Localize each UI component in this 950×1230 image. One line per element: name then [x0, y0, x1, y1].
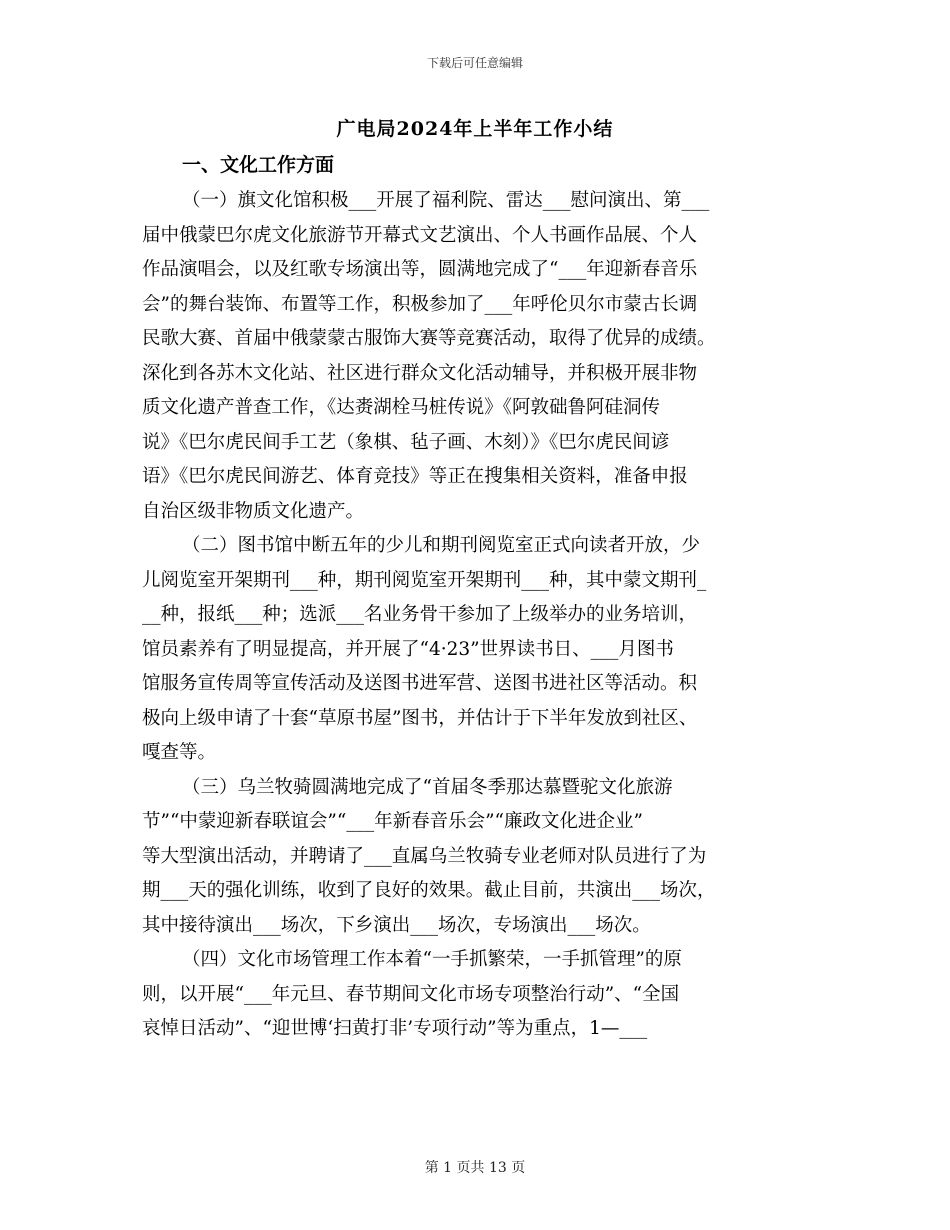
- text-line: 儿阅览室开架期刊___种，期刊阅览室开架期刊___种，其中蒙文期刊_: [142, 569, 707, 591]
- text-line: 其中接待演出___场次，下乡演出___场次，专场演出___场次。: [142, 914, 651, 936]
- text-line: 自治区级非物质文化遗产。: [142, 500, 365, 522]
- text-line: （一）旗文化馆积极___开展了福利院、雷达___慰问演出、第___: [182, 190, 710, 211]
- text-line: 馆员素养有了明显提高，并开展了“4·23”世界读书日、___月图书: [142, 638, 674, 660]
- text-line: （三）乌兰牧骑圆满地完成了“首届冬季那达慕暨驼文化旅游: [182, 776, 673, 798]
- text-line: 期___天的强化训练，收到了良好的效果。截止目前，共演出___场次，: [142, 880, 716, 901]
- text-line: 作品演唱会，以及红歌专场演出等，圆满地完成了“___年迎新春音乐: [142, 259, 698, 280]
- document-body: [142, 184, 810, 1047]
- page-footer: 第 1 页共 13 页: [424, 1160, 526, 1176]
- paragraph-4: [142, 943, 810, 1047]
- text-line: 说》《巴尔虎民间手工艺（象棋、毡子画、木刻）》《巴尔虎民间谚: [142, 431, 670, 453]
- text-line: 馆服务宣传周等宣传活动及送图书进军营、送图书进社区等活动。积: [142, 673, 698, 694]
- page-header: 下载后可任意编辑: [426, 56, 523, 70]
- text-line: 极向上级申请了十套“草原书屋”图书，并估计于下半年发放到社区、: [142, 707, 698, 729]
- text-line: （二）图书馆中断五年的少儿和期刊阅览室正式向读者开放，少: [182, 535, 701, 556]
- paragraph-1: [142, 184, 810, 529]
- text-line: 等大型演出活动，并聘请了___直属乌兰牧骑专业老师对队员进行了为: [142, 845, 707, 867]
- text-line: 节”“中蒙迎新春联谊会”“___年新春音乐会”“廉政文化进企业”: [142, 811, 643, 832]
- paragraph-3: [142, 771, 810, 944]
- paragraph-2: [142, 529, 810, 771]
- text-line: 会”的舞台装饰、布置等工作，积极参加了___年呼伦贝尔市蒙古长调: [142, 293, 698, 315]
- text-line: 则，以开展“___年元旦、春节期间文化市场专项整治行动”、“全国: [142, 983, 680, 1005]
- section-heading: 一、文化工作方面: [182, 154, 335, 176]
- text-line: 语》《巴尔虎民间游艺、体育竞技》等正在搜集相关资料，准备申报: [142, 466, 688, 487]
- text-line: 哀悼日活动”、“迎世博‘扫黄打非’专项行动”等为重点，1—___: [142, 1018, 648, 1039]
- text-line: 质文化遗产普查工作，《达赉湖栓马桩传说》《阿敦础鲁阿硅洞传: [142, 397, 661, 418]
- text-line: __种，报纸___种；选派___名业务骨干参加了上级举办的业务培训，: [142, 604, 698, 625]
- text-line: 嘎查等。: [142, 742, 217, 763]
- document-title: 广电局2024年上半年工作小结: [336, 118, 614, 140]
- text-line: 深化到各苏木文化站、社区进行群众文化活动辅导，并积极开展非物: [142, 362, 698, 384]
- text-line: 届中俄蒙巴尔虎文化旅游节开幕式文艺演出、个人书画作品展、个人: [142, 224, 698, 246]
- text-line: （四）文化市场管理工作本着“一手抓繁荣，一手抓管理”的原: [182, 949, 682, 970]
- text-line: 民歌大赛、首届中俄蒙蒙古服饰大赛等竞赛活动，取得了优异的成绩。: [142, 328, 716, 349]
